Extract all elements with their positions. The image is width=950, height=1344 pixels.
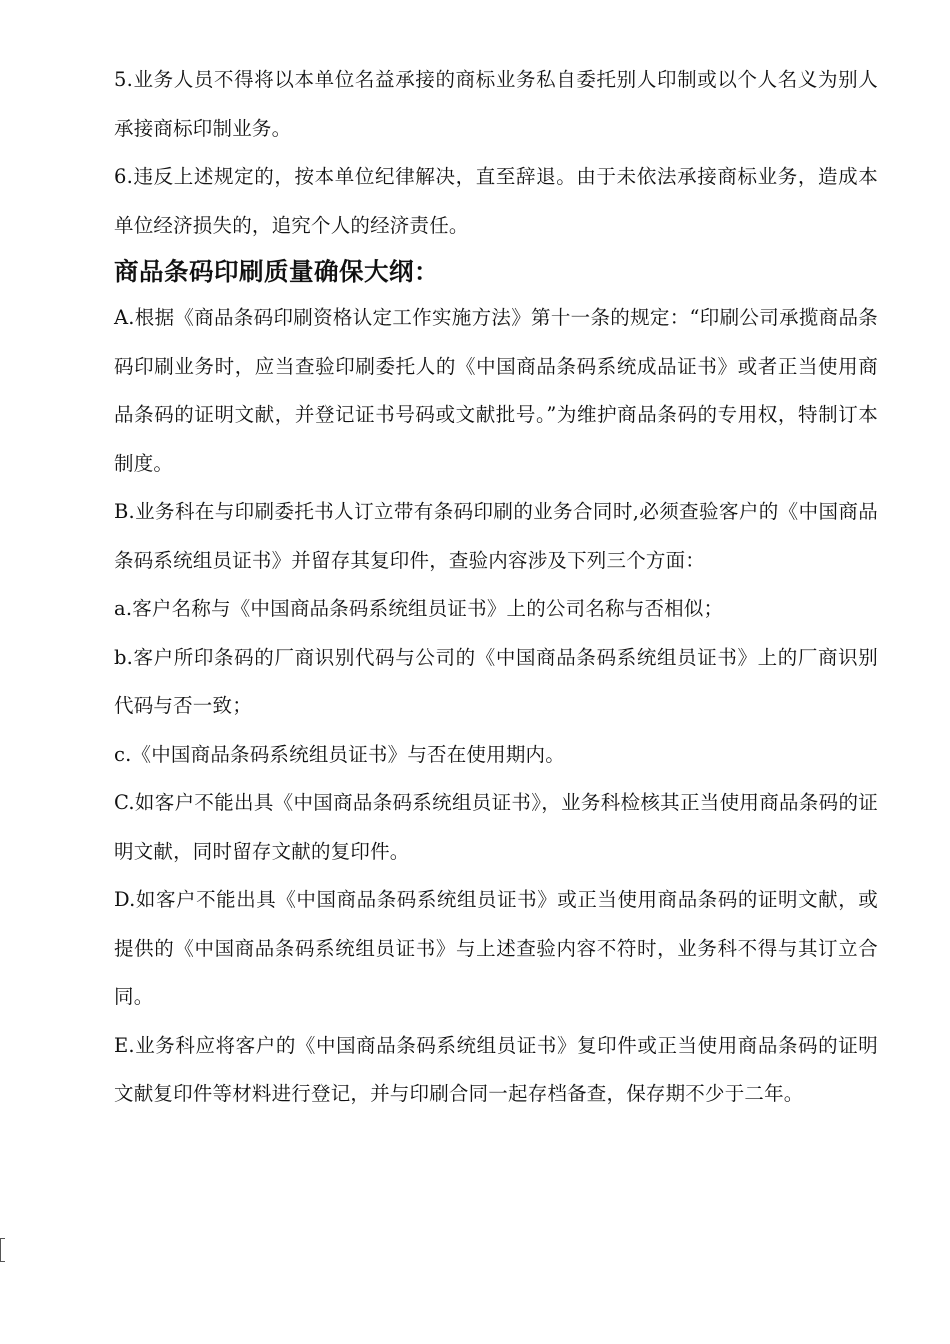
section-heading: 商品条码印刷质量确保大纲： bbox=[114, 257, 439, 286]
paragraph-item-d-upper: D.如客户不能出具《中国商品条码系统组员证书》或正当使用商品条码的证明文献，或提供的《中国商品条码系统组员证书》与上述查验内容不符时，业务科不得与其订立合同。 bbox=[114, 888, 878, 1008]
paragraph-item-c-upper: C.如客户不能出具《中国商品条码系统组员证书》，业务科检核其正当使用商品条码的证明文献，同时留存文献的复印件。 bbox=[114, 791, 878, 863]
paragraph-item-6: 6.违反上述规定的，按本单位纪律解决，直至辞退。由于未依法承接商标业务，造成本单位经济损失的，追究个人的经济责任。 bbox=[114, 165, 878, 237]
paragraph-item-5: 5.业务人员不得将以本单位名益承接的商标业务私自委托别人印制或以个人名义为别人承接商标印制业务。 bbox=[114, 68, 878, 140]
paragraph-subitem-b: b.客户所印条码的厂商识别代码与公司的《中国商品条码系统组员证书》上的厂商识别代码与否一致； bbox=[114, 645, 878, 717]
document-body bbox=[114, 56, 878, 1119]
paragraph-item-e-upper: E.业务科应将客户的《中国商品条码系统组员证书》复印件或正当使用商品条码的证明文献复印件等材料进行登记，并与印刷合同一起存档备查，保存期不少于二年。 bbox=[114, 1033, 878, 1105]
paragraph-item-a-upper: A.根据《商品条码印刷资格认定工作实施方法》第十一条的规定：“印刷公司承揽商品条码印刷业务时，应当查验印刷委托人的《中国商品条码系统成品证书》或者正当使用商品条码的证明文献，并登记证书号码或文献批号。”为维护商品条码的专用权，特制订本制度。 bbox=[114, 306, 878, 475]
paragraph-subitem-c: c.《中国商品条码系统组员证书》与否在使用期内。 bbox=[114, 742, 565, 766]
page-edge-mark bbox=[0, 1238, 5, 1262]
paragraph-subitem-a: a.客户名称与《中国商品条码系统组员证书》上的公司名称与否相似； bbox=[114, 597, 724, 620]
paragraph-item-b-upper: B.业务科在与印刷委托书人订立带有条码印刷的业务合同时,必须查验客户的《中国商品条码系统组员证书》并留存其复印件，查验内容涉及下列三个方面： bbox=[114, 500, 878, 572]
